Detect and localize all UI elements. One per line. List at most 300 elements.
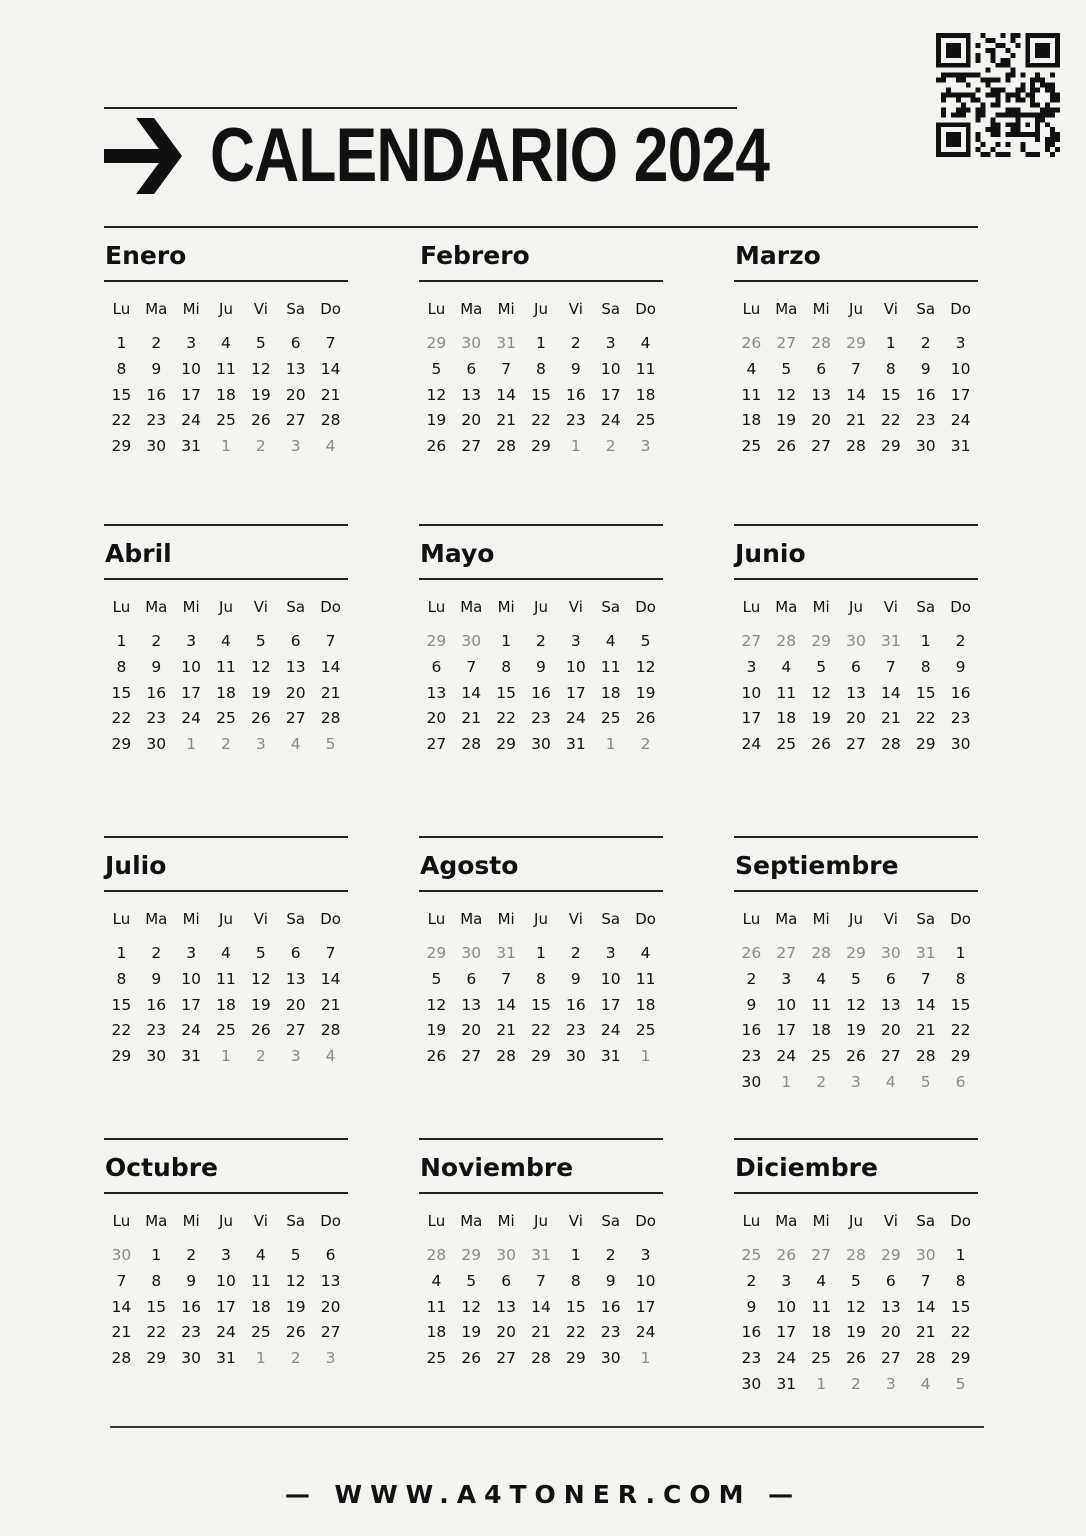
date-cell: 3 xyxy=(186,334,197,352)
month-name: Mayo xyxy=(420,539,495,568)
date-cell: 16 xyxy=(146,683,167,702)
weekday-label: Vi xyxy=(568,300,583,318)
date-cell: 2 xyxy=(186,1246,197,1264)
date-cell-adjacent: 2 xyxy=(255,437,266,456)
date-cell-adjacent: 30 xyxy=(461,632,482,650)
date-cell: 16 xyxy=(565,995,586,1014)
date-cell: 25 xyxy=(250,1323,271,1342)
date-cell: 17 xyxy=(950,385,971,404)
weekday-label: Do xyxy=(635,910,656,928)
month-name: Octubre xyxy=(105,1153,219,1182)
weekday-label: Do xyxy=(320,300,341,318)
weekday-label: Do xyxy=(320,910,341,928)
date-cell: 7 xyxy=(920,969,931,988)
date-cell-adjacent: 26 xyxy=(776,1246,797,1264)
date-cell: 18 xyxy=(216,995,236,1014)
date-cell: 3 xyxy=(955,334,966,352)
date-cell: 27 xyxy=(811,437,831,456)
date-cell: 14 xyxy=(496,995,516,1014)
date-cell: 8 xyxy=(116,969,127,988)
date-cell: 29 xyxy=(531,437,551,456)
date-cell: 8 xyxy=(536,359,546,378)
date-cell: 15 xyxy=(950,1297,971,1316)
weekday-label: Mi xyxy=(497,598,515,616)
date-cell-adjacent: 29 xyxy=(426,632,447,650)
date-cell: 16 xyxy=(915,385,936,404)
weekday-label: Ma xyxy=(145,598,168,616)
date-cell: 4 xyxy=(816,1271,827,1290)
date-grid xyxy=(734,331,978,460)
date-cell: 28 xyxy=(915,1349,936,1368)
weekday-label: Vi xyxy=(883,300,898,318)
weekday-label: Lu xyxy=(112,598,131,616)
date-cell-adjacent: 27 xyxy=(776,944,797,962)
weekday-label: Vi xyxy=(883,910,898,928)
date-cell: 12 xyxy=(846,1297,866,1316)
month-junio xyxy=(734,524,978,836)
date-cell: 25 xyxy=(426,1349,447,1368)
date-cell: 4 xyxy=(640,944,651,962)
date-cell: 1 xyxy=(116,944,127,962)
date-cell-adjacent: 2 xyxy=(221,735,231,754)
date-cell: 15 xyxy=(531,995,551,1014)
date-cell: 17 xyxy=(600,995,621,1014)
date-cell: 25 xyxy=(635,411,656,430)
date-cell: 20 xyxy=(285,995,306,1014)
date-cell: 24 xyxy=(741,735,762,754)
date-cell: 23 xyxy=(146,411,167,430)
date-cell: 10 xyxy=(600,359,621,378)
arrow-right-icon xyxy=(104,118,182,194)
date-grid xyxy=(419,941,663,1070)
date-cell: 8 xyxy=(501,657,512,676)
weekday-label: Lu xyxy=(742,1212,761,1230)
date-grid xyxy=(104,941,348,1070)
weekday-label: Lu xyxy=(112,910,131,928)
weekday-label: Ma xyxy=(775,598,798,616)
date-cell: 9 xyxy=(746,1297,757,1316)
date-cell: 21 xyxy=(461,709,482,728)
date-cell: 20 xyxy=(461,411,482,430)
date-cell: 27 xyxy=(285,1021,306,1040)
date-cell: 5 xyxy=(816,657,827,676)
month-octubre xyxy=(104,1138,348,1438)
date-cell: 10 xyxy=(776,1297,797,1316)
date-cell-adjacent: 29 xyxy=(811,632,831,650)
month-name: Noviembre xyxy=(420,1153,574,1182)
date-cell: 18 xyxy=(741,411,762,430)
date-cell: 18 xyxy=(776,709,797,728)
date-cell: 12 xyxy=(635,657,656,676)
date-cell: 11 xyxy=(811,1297,831,1316)
date-cell: 14 xyxy=(846,385,866,404)
weekday-label: Lu xyxy=(742,910,761,928)
date-cell: 1 xyxy=(920,632,931,650)
date-cell: 30 xyxy=(741,1072,762,1091)
date-cell: 20 xyxy=(811,411,831,430)
date-cell: 18 xyxy=(216,385,236,404)
month-mayo xyxy=(419,524,663,836)
date-cell-adjacent: 3 xyxy=(325,1349,336,1368)
month-abril xyxy=(104,524,348,836)
page-title: CALENDARIO 2024 xyxy=(210,113,770,198)
date-cell: 9 xyxy=(151,359,162,378)
weekday-label: Lu xyxy=(427,300,446,318)
date-cell: 15 xyxy=(111,995,132,1014)
date-cell-adjacent: 30 xyxy=(111,1246,132,1264)
date-cell: 29 xyxy=(496,735,516,754)
date-cell: 20 xyxy=(285,385,306,404)
weekday-label: Ma xyxy=(460,598,483,616)
date-cell: 31 xyxy=(181,437,201,456)
date-cell: 23 xyxy=(565,1021,586,1040)
date-cell: 7 xyxy=(325,334,336,352)
date-cell-adjacent: 3 xyxy=(290,437,301,456)
date-cell: 11 xyxy=(216,657,236,676)
date-cell: 18 xyxy=(426,1323,447,1342)
date-cell: 31 xyxy=(950,437,971,456)
date-cell: 27 xyxy=(461,1047,482,1066)
month-diciembre xyxy=(734,1138,978,1438)
weekday-header xyxy=(104,1208,348,1234)
date-cell: 7 xyxy=(920,1271,931,1290)
date-cell: 17 xyxy=(635,1297,656,1316)
date-cell: 15 xyxy=(146,1297,167,1316)
month-name: Junio xyxy=(735,539,806,568)
date-cell: 14 xyxy=(320,359,341,378)
date-cell: 17 xyxy=(565,683,586,702)
month-name: Marzo xyxy=(735,241,821,270)
date-cell-adjacent: 28 xyxy=(426,1246,447,1264)
month-bottom-rule xyxy=(734,890,978,892)
date-cell: 1 xyxy=(501,632,512,650)
date-cell: 1 xyxy=(536,334,546,352)
date-cell: 20 xyxy=(880,1323,901,1342)
date-cell: 8 xyxy=(885,359,896,378)
date-cell: 19 xyxy=(776,411,797,430)
date-cell: 29 xyxy=(146,1349,167,1368)
date-cell: 28 xyxy=(461,735,482,754)
date-cell: 21 xyxy=(320,995,341,1014)
date-cell: 11 xyxy=(250,1271,271,1290)
date-cell: 18 xyxy=(635,385,656,404)
date-cell-adjacent: 4 xyxy=(920,1374,931,1393)
weekday-label: Mi xyxy=(182,300,200,318)
date-cell-adjacent: 31 xyxy=(496,944,516,962)
date-cell-adjacent: 29 xyxy=(880,1246,901,1264)
date-cell: 2 xyxy=(570,334,581,352)
date-grid xyxy=(734,941,978,1096)
date-cell: 14 xyxy=(531,1297,551,1316)
date-cell: 21 xyxy=(111,1323,132,1342)
date-cell: 17 xyxy=(216,1297,236,1316)
date-cell: 23 xyxy=(565,411,586,430)
date-cell: 30 xyxy=(181,1349,201,1368)
weekday-label: Ma xyxy=(460,910,483,928)
date-cell: 23 xyxy=(146,709,167,728)
weekday-label: Sa xyxy=(916,598,936,616)
date-cell-adjacent: 27 xyxy=(811,1246,831,1264)
date-cell: 11 xyxy=(600,657,621,676)
date-cell: 2 xyxy=(955,632,966,650)
weekday-label: Lu xyxy=(112,300,131,318)
date-cell: 9 xyxy=(536,657,546,676)
date-cell: 29 xyxy=(531,1047,551,1066)
date-cell: 22 xyxy=(531,1021,551,1040)
date-cell: 24 xyxy=(181,1021,201,1040)
date-cell: 28 xyxy=(846,437,866,456)
date-cell: 1 xyxy=(885,334,896,352)
date-cell-adjacent: 4 xyxy=(290,735,301,754)
date-cell: 28 xyxy=(111,1349,132,1368)
date-cell: 24 xyxy=(600,1021,621,1040)
date-cell: 26 xyxy=(250,709,271,728)
date-cell: 11 xyxy=(741,385,762,404)
weekday-label: Sa xyxy=(286,300,306,318)
date-cell: 6 xyxy=(885,1271,896,1290)
month-name: Julio xyxy=(105,851,167,880)
date-cell: 31 xyxy=(565,735,586,754)
date-cell: 14 xyxy=(915,995,936,1014)
date-cell: 6 xyxy=(431,657,442,676)
date-cell: 3 xyxy=(781,1271,792,1290)
weekday-label: Ma xyxy=(145,910,168,928)
date-cell: 30 xyxy=(146,1047,167,1066)
date-cell: 14 xyxy=(320,969,341,988)
date-cell: 3 xyxy=(781,969,792,988)
weekday-label: Vi xyxy=(253,300,268,318)
date-cell: 12 xyxy=(250,657,271,676)
date-cell: 20 xyxy=(426,709,447,728)
date-cell-adjacent: 1 xyxy=(255,1349,266,1368)
date-cell: 21 xyxy=(846,411,866,430)
date-cell-adjacent: 1 xyxy=(570,437,581,456)
date-cell: 16 xyxy=(741,1323,762,1342)
date-cell: 11 xyxy=(811,995,831,1014)
weekday-label: Ju xyxy=(219,598,233,616)
date-cell: 26 xyxy=(250,411,271,430)
date-cell: 21 xyxy=(496,411,516,430)
top-rule xyxy=(104,107,737,109)
date-cell: 5 xyxy=(431,969,442,988)
date-cell-adjacent: 6 xyxy=(955,1072,966,1091)
weekday-label: Ju xyxy=(219,1212,233,1230)
date-cell: 24 xyxy=(216,1323,236,1342)
weekday-label: Mi xyxy=(182,910,200,928)
date-cell-adjacent: 27 xyxy=(741,632,762,650)
weekday-label: Do xyxy=(635,1212,656,1230)
month-bottom-rule xyxy=(419,578,663,580)
date-cell-adjacent: 28 xyxy=(846,1246,866,1264)
date-cell: 27 xyxy=(320,1323,341,1342)
weekday-label: Do xyxy=(320,598,341,616)
date-cell: 9 xyxy=(151,969,162,988)
date-cell: 25 xyxy=(216,1021,236,1040)
date-cell: 28 xyxy=(531,1349,551,1368)
date-cell-adjacent: 1 xyxy=(640,1349,651,1368)
date-cell: 2 xyxy=(746,969,757,988)
months-grid xyxy=(104,226,978,1438)
date-cell-adjacent: 30 xyxy=(880,944,901,962)
weekday-header xyxy=(419,1208,663,1234)
date-cell: 21 xyxy=(531,1323,551,1342)
month-agosto xyxy=(419,836,663,1138)
date-cell: 17 xyxy=(776,1021,797,1040)
date-cell: 5 xyxy=(431,359,442,378)
date-cell-adjacent: 27 xyxy=(776,334,797,352)
date-cell: 7 xyxy=(501,359,512,378)
date-cell: 24 xyxy=(565,709,586,728)
date-cell: 15 xyxy=(880,385,901,404)
date-cell-adjacent: 2 xyxy=(290,1349,301,1368)
date-cell: 7 xyxy=(536,1271,546,1290)
weekday-label: Ma xyxy=(460,300,483,318)
date-cell: 5 xyxy=(640,632,651,650)
date-cell: 17 xyxy=(181,995,201,1014)
date-cell: 29 xyxy=(111,735,132,754)
date-cell: 6 xyxy=(816,359,827,378)
weekday-label: Ju xyxy=(849,300,863,318)
weekday-label: Sa xyxy=(601,910,621,928)
date-cell: 30 xyxy=(146,735,167,754)
footer-website: — WWW.A4TONER.COM — xyxy=(284,1480,802,1509)
date-cell-adjacent: 3 xyxy=(255,735,266,754)
date-cell: 10 xyxy=(181,969,201,988)
date-cell: 22 xyxy=(950,1323,971,1342)
weekday-label: Lu xyxy=(742,598,761,616)
date-cell: 24 xyxy=(635,1323,656,1342)
date-cell: 30 xyxy=(600,1349,621,1368)
date-cell: 11 xyxy=(776,683,797,702)
date-cell-adjacent: 30 xyxy=(461,944,482,962)
date-cell: 30 xyxy=(741,1374,762,1393)
date-cell: 28 xyxy=(496,437,516,456)
date-cell: 28 xyxy=(320,1021,341,1040)
date-cell: 18 xyxy=(600,683,621,702)
date-cell: 19 xyxy=(250,683,271,702)
weekday-header xyxy=(104,594,348,620)
date-cell: 4 xyxy=(746,359,757,378)
date-cell: 21 xyxy=(915,1323,936,1342)
date-cell-adjacent: 5 xyxy=(325,735,336,754)
date-cell-adjacent: 30 xyxy=(496,1246,516,1264)
month-bottom-rule xyxy=(104,1192,348,1194)
date-cell: 29 xyxy=(950,1047,971,1066)
weekday-label: Do xyxy=(320,1212,341,1230)
date-cell: 16 xyxy=(950,683,971,702)
date-cell: 11 xyxy=(426,1297,447,1316)
date-cell: 19 xyxy=(426,411,447,430)
date-cell: 13 xyxy=(880,995,901,1014)
date-cell: 4 xyxy=(221,334,231,352)
date-cell: 29 xyxy=(950,1349,971,1368)
date-cell: 20 xyxy=(496,1323,516,1342)
date-cell: 9 xyxy=(570,359,581,378)
weekday-label: Do xyxy=(950,1212,971,1230)
date-cell: 25 xyxy=(216,411,236,430)
date-cell: 10 xyxy=(950,359,971,378)
date-cell: 29 xyxy=(111,437,132,456)
date-cell: 25 xyxy=(635,1021,656,1040)
date-cell: 5 xyxy=(255,334,266,352)
date-cell: 3 xyxy=(640,1246,651,1264)
date-cell: 10 xyxy=(181,359,201,378)
date-cell: 31 xyxy=(600,1047,621,1066)
date-cell: 6 xyxy=(466,359,477,378)
date-cell: 13 xyxy=(846,683,866,702)
date-cell: 13 xyxy=(880,1297,901,1316)
date-cell-adjacent: 3 xyxy=(885,1374,896,1393)
month-marzo xyxy=(734,226,978,524)
weekday-label: Sa xyxy=(286,1212,306,1230)
date-cell: 19 xyxy=(635,683,656,702)
date-cell: 9 xyxy=(570,969,581,988)
date-cell: 7 xyxy=(116,1271,127,1290)
date-cell: 17 xyxy=(741,709,762,728)
date-cell: 9 xyxy=(151,657,162,676)
date-cell: 3 xyxy=(221,1246,231,1264)
date-cell: 9 xyxy=(955,657,966,676)
date-cell: 6 xyxy=(851,657,861,676)
date-cell: 24 xyxy=(181,709,201,728)
date-cell: 24 xyxy=(600,411,621,430)
date-cell: 7 xyxy=(885,657,896,676)
date-cell: 25 xyxy=(741,437,762,456)
weekday-label: Ma xyxy=(145,1212,168,1230)
date-cell: 4 xyxy=(255,1246,266,1264)
date-cell-adjacent: 31 xyxy=(496,334,516,352)
date-cell: 16 xyxy=(600,1297,621,1316)
weekday-label: Mi xyxy=(497,910,515,928)
date-grid xyxy=(419,331,663,460)
date-cell: 19 xyxy=(285,1297,306,1316)
date-cell: 5 xyxy=(255,632,266,650)
month-bottom-rule xyxy=(734,1192,978,1194)
date-cell: 26 xyxy=(846,1047,866,1066)
date-cell: 7 xyxy=(851,359,861,378)
date-cell-adjacent: 29 xyxy=(461,1246,482,1264)
header xyxy=(104,113,892,198)
date-cell-adjacent: 29 xyxy=(426,944,447,962)
date-cell: 15 xyxy=(111,683,132,702)
date-cell: 11 xyxy=(216,359,236,378)
date-cell: 28 xyxy=(496,1047,516,1066)
date-cell: 8 xyxy=(955,969,966,988)
date-cell: 28 xyxy=(320,411,341,430)
weekday-label: Do xyxy=(950,300,971,318)
month-bottom-rule xyxy=(104,578,348,580)
date-cell: 23 xyxy=(741,1349,762,1368)
date-cell: 27 xyxy=(285,411,306,430)
date-cell: 26 xyxy=(811,735,831,754)
weekday-label: Mi xyxy=(812,300,830,318)
date-cell: 20 xyxy=(320,1297,341,1316)
date-cell: 25 xyxy=(811,1349,831,1368)
date-cell: 26 xyxy=(635,709,656,728)
date-cell: 5 xyxy=(290,1246,301,1264)
date-cell: 31 xyxy=(776,1374,797,1393)
date-cell: 18 xyxy=(811,1021,831,1040)
date-cell: 12 xyxy=(426,385,447,404)
date-cell-adjacent: 5 xyxy=(955,1374,966,1393)
weekday-label: Ju xyxy=(219,300,233,318)
date-cell-adjacent: 3 xyxy=(851,1072,861,1091)
month-name: Agosto xyxy=(420,851,519,880)
date-cell: 26 xyxy=(426,437,447,456)
date-cell-adjacent: 1 xyxy=(221,437,231,456)
date-cell: 8 xyxy=(955,1271,966,1290)
date-cell: 19 xyxy=(461,1323,482,1342)
